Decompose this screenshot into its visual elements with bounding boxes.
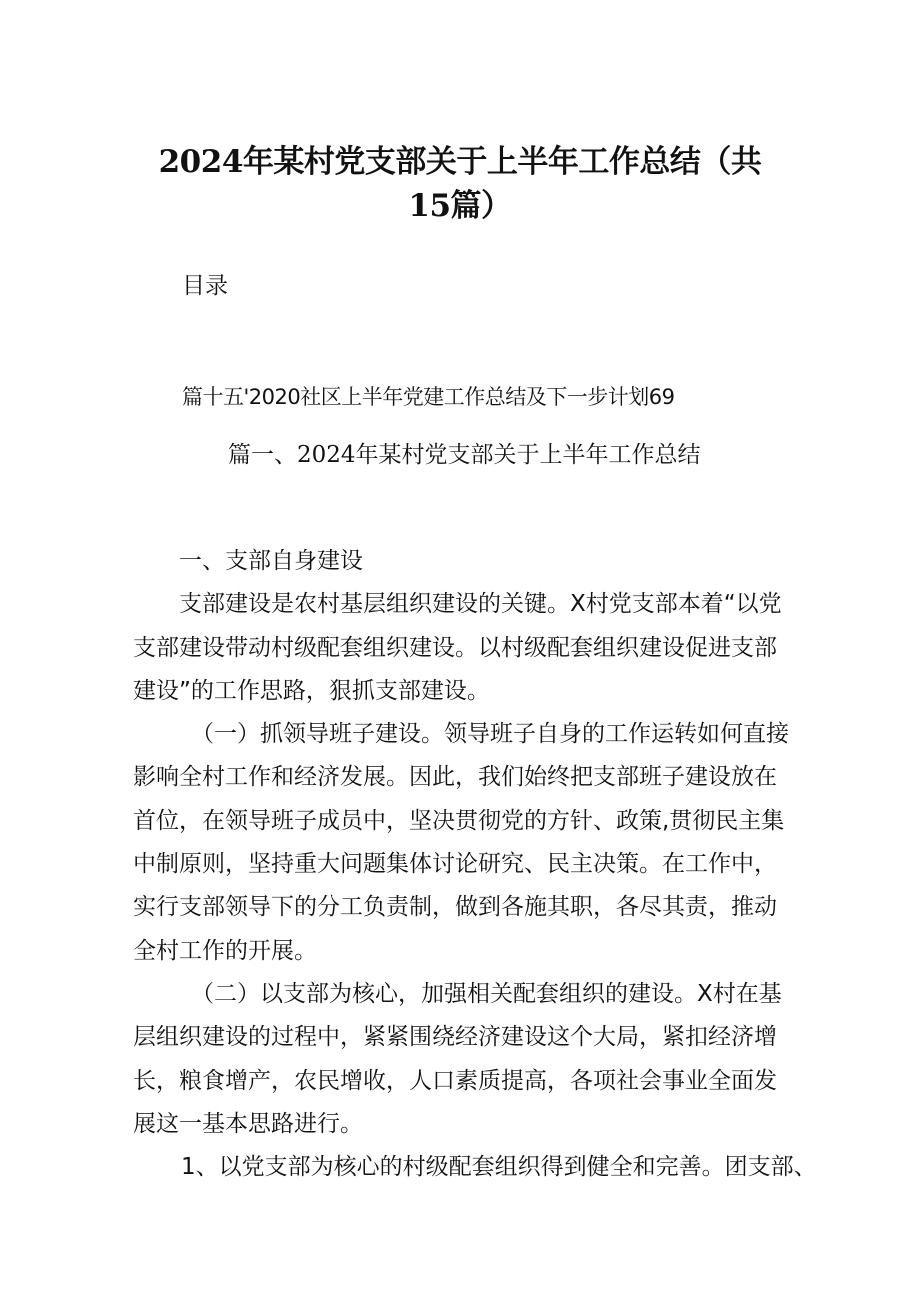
paragraph-line: 实行支部领导下的分工负责制，做到各施其职，各尽其责，推动 bbox=[133, 894, 777, 921]
paragraph-line: 支部建设是农村基层组织建设的关键。X村党支部本着“以党 bbox=[179, 591, 782, 618]
document-title bbox=[130, 140, 790, 228]
paragraph-line: 首位，在领导班子成员中，坚决贯彻党的方针、政策,贯彻民主集 bbox=[133, 807, 785, 834]
section-title: 篇一、2024年某村党支部关于上半年工作总结 bbox=[228, 442, 701, 468]
paragraph-line: 层组织建设的过程中，紧紧围绕经济建设这个大局，紧扣经济增 bbox=[133, 1024, 777, 1051]
toc-label: 目录 bbox=[182, 273, 228, 299]
paragraph-line: 建设”的工作思路，狠抓支部建设。 bbox=[133, 677, 490, 704]
paragraph-line: 支部建设带动村级配套组织建设。以村级配套组织建设促进支部 bbox=[133, 634, 777, 661]
paragraph-line: 全村工作的开展。 bbox=[133, 937, 317, 964]
paragraph-line: 1、以党支部为核心的村级配套组织得到健全和完善。团支部、 bbox=[181, 1154, 817, 1181]
paragraph-line: （二）以支部为核心，加强相关配套组织的建设。X村在基 bbox=[191, 980, 782, 1007]
heading-branch-building: 一、支部自身建设 bbox=[179, 548, 363, 574]
paragraph-line: 影响全村工作和经济发展。因此，我们始终把支部班子建设放在 bbox=[133, 764, 777, 791]
paragraph-line: （一）抓领导班子建设。领导班子自身的工作运转如何直接 bbox=[191, 721, 789, 748]
toc-entry[interactable]: 篇十五'2020社区上半年党建工作总结及下一步计划69 bbox=[182, 385, 675, 409]
paragraph-line: 长，粮食增产，农民增收，人口素质提高，各项社会事业全面发 bbox=[133, 1067, 777, 1094]
paragraph-line: 展这一基本思路进行。 bbox=[133, 1110, 363, 1137]
body-text bbox=[133, 540, 817, 1189]
document-title-line-1: 2024年某村党支部关于上半年工作总结（共 bbox=[158, 144, 762, 180]
document-title-line-2: 15篇） bbox=[408, 188, 512, 224]
paragraph-line: 中制原则，坚持重大问题集体讨论研究、民主决策。在工作中， bbox=[133, 851, 777, 878]
